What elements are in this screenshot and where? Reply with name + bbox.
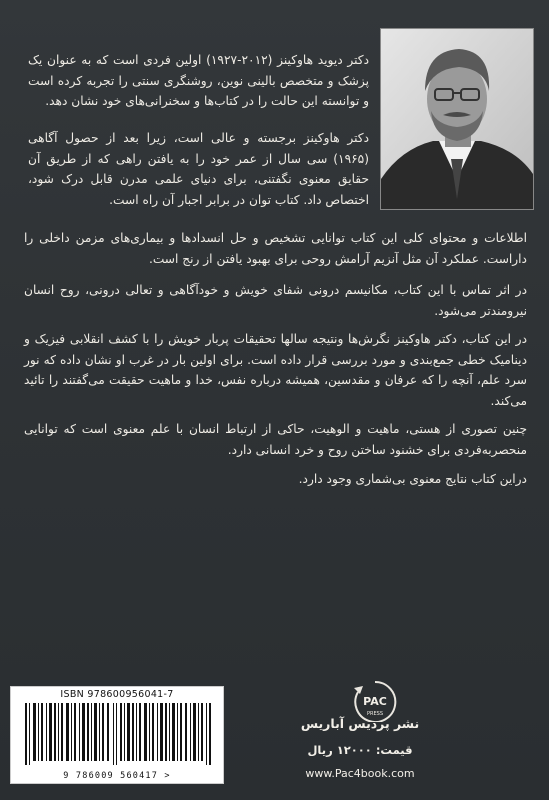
barcode-digits: 9 786009 560417 >	[63, 771, 171, 781]
author-achievement-paragraph: دکتر هاوکینز برجسته و عالی است، زیرا بعد از حصول آگاهی (۱۹۶۵) سی سال از عمر خود را به یافتن راهی که از طریق آن حقایق معنوی نگفتنی، برای دنیای علمی مدرن قابل درک شود، اختصاص داد. کتاب توان در برابر اجبار آن راه است.	[28, 131, 369, 207]
book-content-paragraph: اطلاعات و محتوای کلی این کتاب توانایی تشخیص و حل انسدادها و بیماری‌های مزمن داخلی را داراست. عملکرد آن مثل آنزیم آرامش روحی برای بهبود یافتن از رنج است.	[24, 231, 527, 266]
isbn-label: ISBN 978600956041-7	[60, 689, 174, 700]
book-results-paragraph: دراین کتاب نتایج معنوی بی‌شماری وجود دارد.	[298, 472, 527, 486]
price-label: قیمت: ۱۲۰۰۰ ریال	[307, 743, 413, 757]
barcode-bars	[25, 703, 211, 765]
isbn-barcode	[10, 686, 224, 784]
publisher-name: نشر پردیس آباریس	[300, 716, 420, 731]
author-portrait	[380, 28, 534, 210]
logo-text: PAC	[363, 695, 387, 708]
book-research-paragraph: در این کتاب، دکتر هاوکینز نگرش‌ها ونتیجه سالها تحقیقات پربار خویش را با کشف انقلابی فیزیک و دینامیک خطی جمع‌بندی و مورد بررسی قرار داده است. برای اولین بار در غرب او نشان داده که نور سرد علم، آنچه را که عرفان و مقدسین، همیشه درباره نفس، خدا و ماهیت حقیقت می‌گفتند را تائید می‌کند.	[24, 332, 527, 408]
book-effect-paragraph: در اثر تماس با این کتاب، مکانیسم درونی شفای خویش و خودآگاهی و تعالی درونی، روح انسان نیرومندتر می‌شود.	[24, 283, 527, 318]
book-concept-paragraph: چنین تصوری از هستی، ماهیت و الوهیت، حاکی از ارتباط انسان با علم معنوی است که توانایی منحصربه‌فردی برای خشنود ساختن روح و خرد انسانی دارد.	[24, 422, 527, 457]
publisher-website: www.Pac4book.com	[305, 767, 415, 780]
author-bio-paragraph: دکتر دیوید هاوکینز (۲۰۱۲-۱۹۲۷) اولین فردی است که به عنوان یک پزشک و متخصص بالینی نوین، روشنگری سنتی را تجربه کرده است و توانسته این حالت را در کتاب‌ها و سخنرانی‌های خود نشان دهد.	[28, 53, 369, 108]
logo-subtext: PRESS	[367, 711, 383, 717]
